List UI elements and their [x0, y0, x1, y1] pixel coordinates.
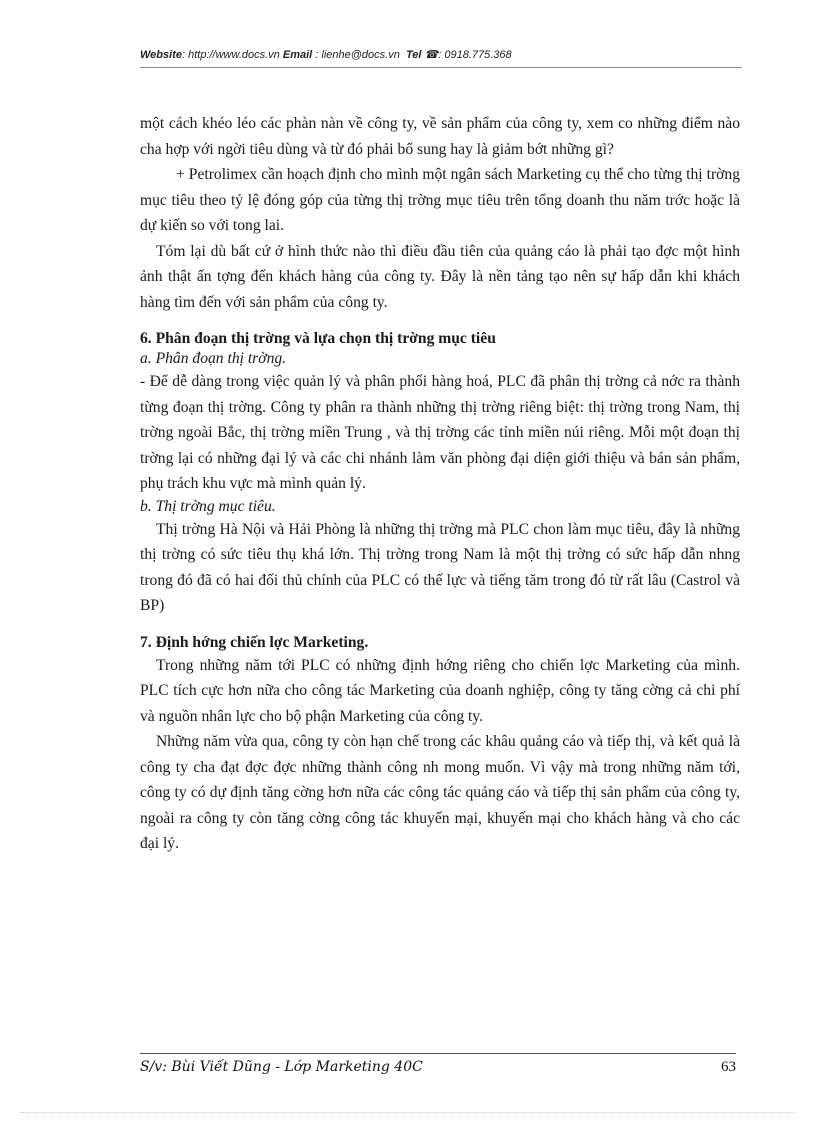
- paragraph-2: + Petrolimex cần hoạch định cho mình một ngân sách Marketing cụ thể cho từng thị trờng mục tiêu theo tỷ lệ đóng góp của từng thị trờng mục tiêu trên tổng doanh thu năm trớc hoặc là dự kiến so với tong lai.: [140, 166, 740, 234]
- header-divider: [140, 67, 742, 68]
- section-7-heading: 7. Định hớng chiến lợc Marketing.: [140, 633, 369, 651]
- paragraph-7: Những năm vừa qua, công ty còn hạn chế trong các khâu quảng cáo và tiếp thị, và kết quả là công ty cha đạt đợc đợc những thành công nh mong muốn. Vì vậy mà trong những năm tới, công ty có dự định tăng cờng hơn nữa các công tác quảng cáo và tiếp thị sản phẩm của công ty, ngoài ra công ty còn tăng cờng công tác khuyến mại, khuyến mại cho khách hàng và cho các đại lý.: [140, 733, 740, 852]
- section-6-heading: 6. Phân đoạn thị trờng và lựa chọn thị trờng mục tiêu: [140, 330, 496, 347]
- website-label: Website: [140, 49, 182, 61]
- paragraph-3: Tóm lại dù bất cứ ở hình thức nào thì điều đầu tiên của quảng cáo là phải tạo đợc một hình ảnh thật ấn tợng đến khách hàng của công ty. Đây là nền tảng tạo nên sự hấp dẫn khi khách hàng tìm đến với sản phẩm của công ty.: [140, 242, 740, 311]
- email-label: Email: [282, 49, 313, 61]
- paragraph-5: Thị trờng Hà Nội và Hải Phòng là những thị trờng mà PLC chon làm mục tiêu, đây là những thị trờng có sức tiêu thụ khá lớn. Thị trờng trong Nam là một thị trờng có sức hấp dẫn nhng trong đó đã có hai đối thủ chính của PLC có thế lực và tiếng tăm trong đó từ rất lâu (Castrol và BP): [140, 520, 740, 614]
- document-body: [140, 111, 740, 857]
- section-6b-heading: b. Thị trờng mục tiêu.: [140, 497, 276, 515]
- tel-label: Tel: [405, 49, 422, 61]
- section-6a-heading: a. Phân đoạn thị trờng.: [140, 350, 287, 367]
- phone-icon: ☎: [424, 49, 439, 61]
- phone-number: : 0918.775.368: [438, 49, 512, 61]
- page-header: [140, 48, 740, 61]
- footer-divider: [140, 1053, 736, 1054]
- paragraph-4: - Để dễ dàng trong việc quản lý và phân phối hàng hoá, PLC đã phân thị trờng cả nớc ra thành từng đoạn thị trờng. Công ty phân ra thành những thị trờng riêng biệt: thị trờng trong Nam, thị trờng ngoài Bắc, thị trờng miền Trung , và thị trờng các tỉnh miền núi riêng. Mỗi một đoạn thị trờng lại có những đại lý và các chi nhánh làm văn phòng đại diện giới thiệu và bán sản phẩm, phụ trách khu vực mà mình quản lý.: [140, 373, 740, 492]
- paragraph-6: Trong những năm tới PLC có những định hớng riêng cho chiến lợc Marketing của mình. PLC tích cực hơn nữa cho công tác Marketing của doanh nghiệp, công ty tăng cờng cả chi phí và nguồn nhân lực cho bộ phận Marketing của công ty.: [140, 656, 740, 725]
- paragraph-1: một cách khéo léo các phàn nàn về công ty, về sản phẩm của công ty, xem co những điểm nào cha hợp với ngời tiêu dùng và từ đó phải bổ sung hay là giảm bớt những gì?: [140, 115, 740, 158]
- page-bottom-divider: [20, 1112, 796, 1113]
- email-address[interactable]: : lienhe@docs.vn: [312, 49, 400, 61]
- footer-author: S/v: Bùi Viết Dũng - Lớp Marketing 40C: [140, 1059, 423, 1075]
- page-number: 63: [721, 1059, 736, 1075]
- website-url[interactable]: : http://www.docs.vn: [181, 49, 280, 61]
